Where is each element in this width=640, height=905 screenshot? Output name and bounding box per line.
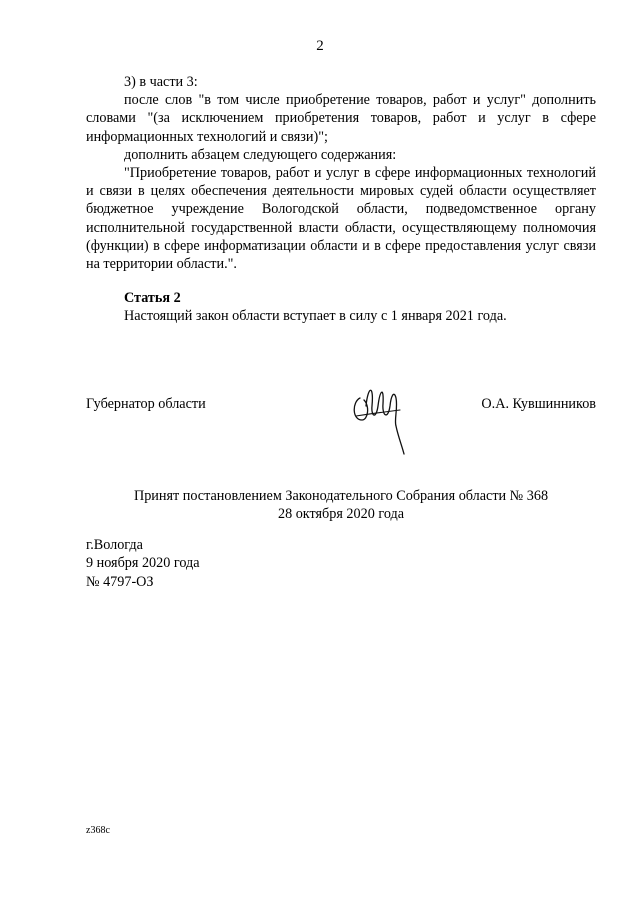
- page-number: 2: [316, 38, 324, 54]
- adoption-note: [86, 487, 596, 523]
- amendment-paragraph-1: после слов "в том числе приобретение товаров, работ и услуг" дополнить словами "(за исключением приобретения товаров, работ и услуг в сфере информационных технологий и связи)";: [86, 92, 596, 145]
- law-number: № 4797-ОЗ: [86, 573, 154, 590]
- place-date-number: [86, 536, 200, 591]
- adoption-line-2: 28 октября 2020 года: [277, 506, 405, 523]
- signer-name: О.А. Кувшинников: [481, 396, 596, 412]
- signer-position: Губернатор области: [86, 396, 206, 412]
- document-body: [86, 73, 596, 326]
- article-title: Статья 2: [124, 290, 181, 307]
- handwritten-signature: [350, 376, 412, 456]
- article-text: Настоящий закон области вступает в силу с 1 января 2021 года.: [124, 308, 507, 325]
- adoption-line-1: Принят постановлением Законодательного Собрания области № 368: [133, 488, 549, 504]
- list-item-3: 3) в части 3:: [124, 74, 198, 90]
- issue-date: 9 ноября 2020 года: [86, 555, 200, 572]
- document-code: z368c: [86, 825, 110, 836]
- amendment-paragraph-2: дополнить абзацем следующего содержания:: [124, 146, 397, 163]
- amendment-paragraph-3: "Приобретение товаров, работ и услуг в сфере информационных технологий и связи в целях обеспечения деятельности мировых судей области осуществляет бюджетное учреждение Вологодской области, подведомственное органу исполнительной государственной власти области, осуществляющему полномочия (функции) в сфере информатизации области и в сфере предоставления услуг связи на территории области.".: [86, 165, 596, 273]
- city: г.Вологда: [86, 537, 143, 553]
